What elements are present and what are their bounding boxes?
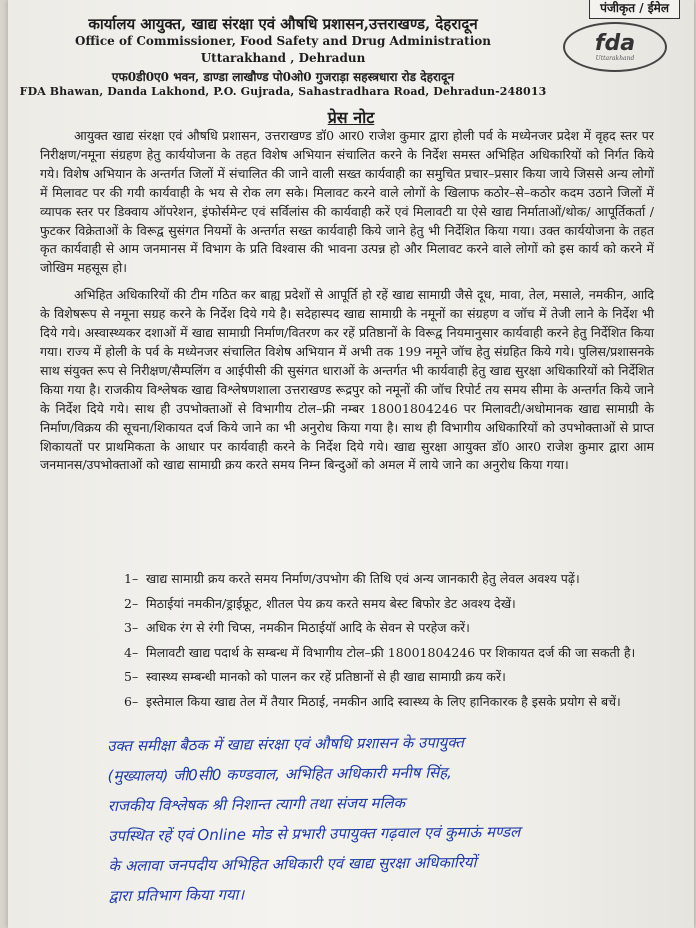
paragraph-2: अभिहित अधिकारियों की टीम गठित कर बाह्य प्रदेशों से आपूर्ति हो रहें खाद्य सामाग्री जैसे दूध, मावा, तेल, मसाले, नमकीन, आदि के विशेषरूप से नमूना सग्रह करने के निर्देश दिये गये है। सदेहास्पद खाद्य सामाग्री के नमूनों का संग्रहण व जॉच में तेजी लाने के निर्देश भी दिये गये। अस्वास्थ्यकर दशाओं में खाद्य सामाग्री निर्माण/वितरण कर रहें प्रतिष्ठानों के विरूद्व नियमानुसार कार्यवाही करने हेतु निर्देशित किया गया। राज्य में होली के पर्व के मध्येनजर संचालित विशेष अभियान में अभी तक 199 नमूने जॉच हेतु संग्रहित किये गये। पुलिस/प्रशासनके साथ संयुक्त रूप से निरीक्षण/सैम्पलिंग व आईपीसी की सुसंगत धाराओं के अन्तर्गत भी कार्यवाही हेतु खाद्य सुरक्षा अधिकारियों को निर्देशित किया गया है। राजकीय विश्लेषक खाद्य विश्लेषणशाला उत्तराखण्ड रूद्रपुर को नमूनों की जॉच रिपोर्ट तय समय सीमा के अन्तर्गत किये जाने के निर्देश दिये गये। साथ ही उपभोक्ताओं से विभागीय टोल–फ्री नम्बर 18001804246 पर मिलावटी/अधोमानक खाद्य सामाग्री के निर्माण/विक्रय की सूचना/शिकायत दर्ज किये जाने का भी अनुरोध किया गया है। साथ ही विभागीय अधिकारियों को उपभोक्ताओं से प्राप्त शिकायतों पर प्राथमिकता के आधार पर कार्यवाही करने के निर्देश दिये गये। खाद्य सुरक्षा आयुक्त डॉ0 आर0 राजेश कुमार द्वारा आम जनमानस/उपभोक्ताओं को खाद्य सामाग्री क्रय करते समय निम्न बिन्दुओं को अमल में लाये जाने का अनुरोध किया गया। bbox=[40, 287, 654, 473]
list-item bbox=[124, 693, 664, 712]
point-text: मिलावटी खाद्य पदार्थ के सम्बन्ध में विभागीय टोल–फ्री 18001804246 पर शिकायत दर्ज की जा सकती है। bbox=[146, 644, 636, 660]
address-hindi: एफ0डी0ए0 भवन, डाण्डा लाखौण्ड पो0ओ0 गुजराड़ा सहस्त्रधारा रोड देहरादून bbox=[111, 70, 455, 84]
logo-mark: fda bbox=[594, 30, 636, 56]
press-note-body bbox=[40, 127, 654, 475]
advice-points-list bbox=[124, 570, 664, 717]
point-text: इस्तेमाल किया खाद्य तेल में तैयार मिठाई, नमकीन आदि स्वास्थ्य के लिए हानिकारक है इसके प्रयोग से बचें। bbox=[146, 693, 621, 709]
handwritten-line: के अलावा जनपदीय अभिहित अधिकारी एवं खाद्य सुरक्षा अधिकारियों bbox=[108, 853, 477, 876]
office-location: Uttarakhand , Dehradun bbox=[200, 51, 366, 65]
point-text: अधिक रंग से रंगी चिप्स, नमकीन मिठाईयॉ आदि के सेवन से परहेज करें। bbox=[146, 620, 470, 635]
point-number: 4– bbox=[124, 644, 139, 660]
list-item bbox=[124, 619, 664, 638]
list-item bbox=[124, 668, 664, 687]
point-number: 5– bbox=[124, 669, 139, 684]
handwritten-line: (मुख्यालय) जी0सी0 कण्डवाल, अभिहित अधिकारी मनीष सिंह, bbox=[107, 763, 452, 786]
logo-subtext: Uttarakhand bbox=[595, 54, 635, 62]
list-item bbox=[124, 570, 664, 589]
list-item bbox=[124, 595, 664, 614]
list-item bbox=[124, 644, 664, 663]
address-english: FDA Bhawan, Danda Lakhond, P.O. Gujrada, Sahastradhara Road, Dehradun-248013 bbox=[19, 85, 547, 98]
press-note-title: प्रेस नोट bbox=[327, 108, 375, 127]
handwritten-line: राजकीय विश्लेषक श्री निशान्त त्यागी तथा संजय मलिक bbox=[107, 793, 406, 816]
point-number: 6– bbox=[124, 693, 139, 709]
point-number: 3– bbox=[124, 620, 139, 635]
office-name-hindi: कार्यालय आयुक्त, खाद्य संरक्षा एवं औषधि प्रशासन,उत्तराखण्ड, देहरादून bbox=[88, 15, 478, 33]
paragraph-1: आयुक्त खाद्य संरक्षा एवं औषधि प्रशासन, उत्तराखण्ड डॉ0 आर0 राजेश कुमार द्वारा होली पर्व के मध्येनजर प्रदेश में वृहद स्तर पर निरीक्षण/नमूना संग्रहण हेतु कार्ययोजना के तहत विशेष अभियान संचालित करने के निर्देश समस्त अभिहित अधिकारियों को निर्गत किये गये। विशेष अभियान के अन्तर्गत जिलों में संचालित की जाने वाली सख्त कार्यवाही का समुचित प्रचार–प्रसार किया जाये जिससे अन्य लोगों में मिलावट पर की गयी कार्यवाही के भय से रोक लग सके। मिलावट करने वाले लोगों के खिलाफ कठोर–से–कठोर कदम उठाने जिलों में व्यापक स्तर पर डिक्वाय ऑपरेशन, इंफोर्समेन्ट एवं सर्विलांस की कार्यवाही करें एवं मिलावटी या ऐसे खाद्य निर्माताओं/थोक/ आपूर्तिकर्ता /फुटकर विक्रेताओं के विरूद्व सुसंगत नियमों के अन्तर्गत सख्त कार्यवाही किये जाने हेतु भी निर्देशित किया गया। उक्त कार्ययोजना के तहत कृत कार्यवाही से आम जनमानस में विभाग के प्रति विश्वास की भावना उत्पन्न हो और मिलावट करने वाले लोगों को इस कार्य को करने में जोखिम महसूस हो। bbox=[40, 128, 654, 276]
point-number: 2– bbox=[124, 595, 139, 611]
fda-logo bbox=[563, 22, 667, 72]
point-number: 1– bbox=[124, 571, 139, 586]
document-page bbox=[8, 0, 694, 928]
registered-email-tag: पंजीकृत / ईमेल bbox=[589, 0, 680, 19]
office-name-english: Office of Commissioner, Food Safety and Drug Administration bbox=[75, 34, 491, 48]
handwritten-line: द्वारा प्रतिभाग किया गया। bbox=[108, 885, 245, 906]
handwritten-note bbox=[107, 725, 689, 911]
point-text: स्वास्थ्य सम्बन्धी मानको को पालन कर रहें प्रतिष्ठानों से ही खाद्य सामाग्री क्रय करें। bbox=[146, 669, 506, 684]
handwritten-line: उपस्थित रहें एवं Online मोड से प्रभारी उपायुक्त गढ़वाल एवं कुमाऊं मण्डल bbox=[108, 822, 521, 846]
point-text: मिठाईयां नमकीन/ड्राईफ्रूट, शीतल पेय क्रय करते समय बेस्ट बिफोर डेट अवश्य देखें। bbox=[146, 595, 516, 611]
handwritten-line: उक्त समीक्षा बैठक में खाद्य संरक्षा एवं औषधि प्रशासन के उपायुक्त bbox=[107, 733, 465, 756]
point-text: खाद्य सामाग्री क्रय करते समय निर्माण/उपभोग की तिथि एवं अन्य जानकारी हेतु लेवल अवश्य पढ़ें। bbox=[146, 571, 580, 586]
